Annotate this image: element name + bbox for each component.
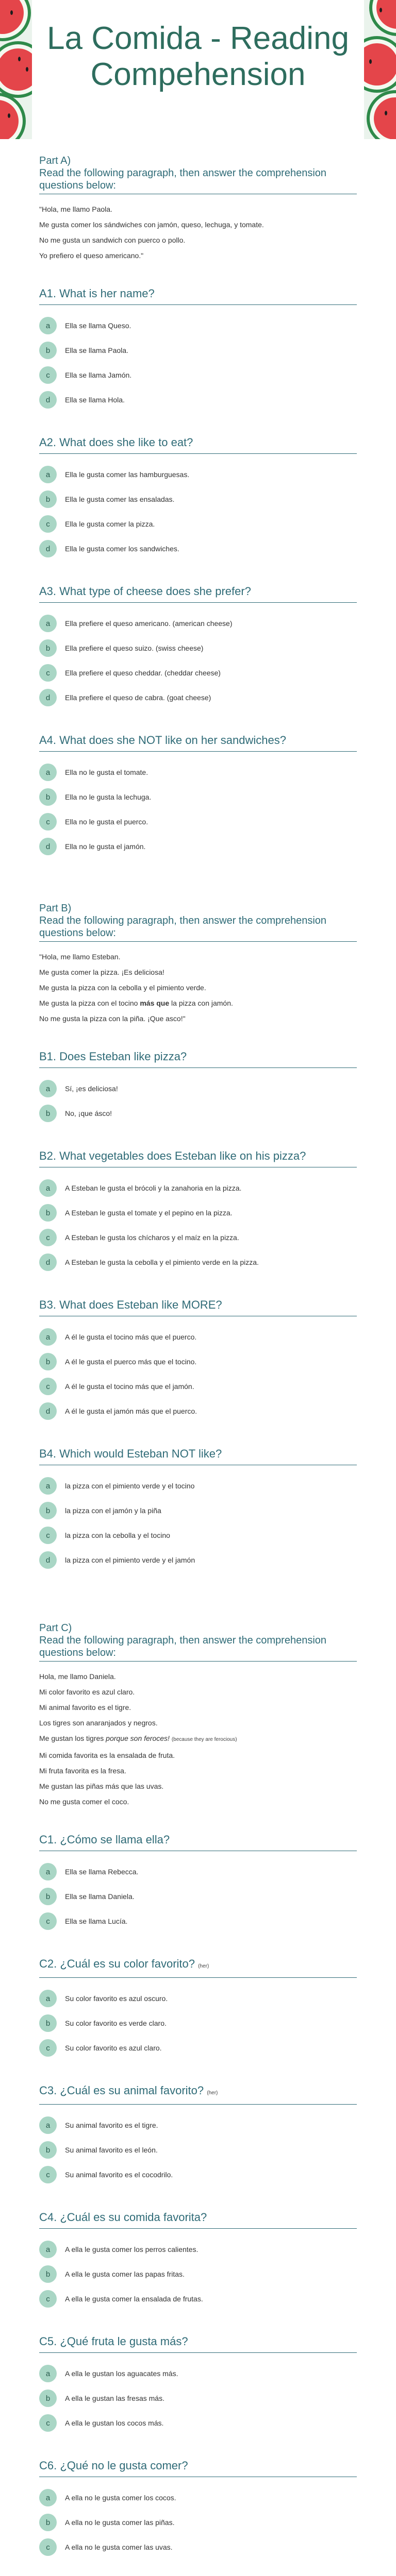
answer-option[interactable]: [39, 1473, 357, 1498]
question-title: B1. Does Esteban like pizza?: [39, 1049, 357, 1068]
option-text: Ella prefiere el queso cheddar. (cheddar cheese): [65, 669, 221, 677]
option-letter-badge: d: [39, 838, 57, 855]
question-hint: (her): [207, 2090, 218, 2096]
option-text: Ella le gusta comer la pizza.: [65, 520, 155, 528]
question-b2: [39, 1148, 357, 1275]
option-letter-badge: b: [39, 639, 57, 657]
paragraph-line: Mi color favorito es azul claro.: [39, 1688, 135, 1696]
option-text: Su color favorito es azul claro.: [65, 2044, 162, 2052]
part-b: [39, 902, 357, 1026]
option-text: Su color favorito es verde claro.: [65, 2019, 167, 2027]
question-c4: [39, 2210, 357, 2311]
option-text: Ella no le gusta el jamón.: [65, 842, 146, 851]
watermelon-decoration-right: [364, 0, 396, 139]
answer-option[interactable]: [39, 1859, 357, 1884]
answer-option[interactable]: [39, 462, 357, 487]
answer-option[interactable]: [39, 809, 357, 834]
page-title: La Comida - Reading Compehension: [47, 21, 349, 92]
worksheet-content: [39, 155, 357, 2560]
question-a2: [39, 435, 357, 561]
option-text: Ella no le gusta el puerco.: [65, 818, 148, 826]
option-text: A ella le gustan los cocos más.: [65, 2419, 164, 2427]
option-text: Ella le gusta comer las ensaladas.: [65, 495, 175, 503]
option-letter-badge: a: [39, 1080, 57, 1097]
option-letter-badge: d: [39, 1551, 57, 1569]
option-letter-badge: a: [39, 1990, 57, 2007]
option-letter-badge: c: [39, 366, 57, 384]
watermelon-slice-icon: [0, 0, 31, 41]
option-letter-badge: c: [39, 1378, 57, 1395]
title-card: [32, 0, 364, 139]
option-letter-badge: c: [39, 813, 57, 831]
answer-option[interactable]: [39, 313, 357, 338]
option-text: A ella no le gusta comer las piñas.: [65, 2518, 175, 2527]
question-title: C5. ¿Qué fruta le gusta más?: [39, 2334, 357, 2353]
option-letter-badge: d: [39, 391, 57, 409]
answer-option[interactable]: [39, 1076, 357, 1101]
answer-option[interactable]: [39, 338, 357, 363]
option-text: Su animal favorito es el león.: [65, 2146, 158, 2154]
question-a4: [39, 733, 357, 859]
option-letter-badge: b: [39, 2514, 57, 2531]
question-c2: [39, 1956, 357, 2060]
option-text: Ella prefiere el queso de cabra. (goat cheese): [65, 693, 211, 702]
question-a3: [39, 584, 357, 710]
option-letter-badge: c: [39, 664, 57, 682]
watermelon-slice-icon: [367, 90, 396, 139]
watermelon-slice-icon: [364, 36, 396, 93]
option-text: Ella no le gusta la lechuga.: [65, 793, 152, 801]
answer-option[interactable]: [39, 2237, 357, 2262]
answer-option[interactable]: [39, 834, 357, 859]
option-letter-badge: b: [39, 2014, 57, 2032]
option-text: No, ¡que ásco!: [65, 1109, 112, 1117]
option-text: A ella le gustan los aguacates más.: [65, 2369, 178, 2378]
option-letter-badge: b: [39, 2389, 57, 2407]
option-text: la pizza con el pimiento verde y el jamón: [65, 1556, 195, 1564]
question-title: A2. What does she like to eat?: [39, 435, 357, 454]
answer-option[interactable]: [39, 1250, 357, 1275]
question-title: B3. What does Esteban like MORE?: [39, 1297, 357, 1316]
answer-option[interactable]: [39, 611, 357, 636]
answer-option[interactable]: [39, 536, 357, 561]
answer-option[interactable]: [39, 1176, 357, 1200]
paragraph-line: Me gusta la pizza con la cebolla y el pimiento verde.: [39, 984, 206, 992]
part-heading: Part A): [39, 155, 71, 166]
question-title: A4. What does she NOT like on her sandwiches?: [39, 733, 357, 752]
paragraph-line: Me gustan los tigres porque son feroces! (because they are ferocious): [39, 1734, 237, 1742]
option-text: Ella se llama Jamón.: [65, 371, 132, 379]
answer-option[interactable]: [39, 1909, 357, 1934]
option-letter-badge: a: [39, 1179, 57, 1197]
emphasis-text: más que: [140, 999, 170, 1007]
question-title: C2. ¿Cuál es su color favorito? (her): [39, 1956, 357, 1978]
answer-option[interactable]: [39, 1523, 357, 1548]
option-letter-badge: a: [39, 1328, 57, 1346]
option-text: Ella se llama Lucía.: [65, 1917, 128, 1925]
paragraph-line: "Hola, me llamo Esteban.: [39, 953, 121, 961]
option-text: Su animal favorito es el tigre.: [65, 2121, 158, 2129]
option-letter-badge: b: [39, 342, 57, 359]
answer-option[interactable]: [39, 1225, 357, 1250]
answer-option[interactable]: [39, 1498, 357, 1523]
answer-option[interactable]: [39, 2386, 357, 2411]
option-text: A Esteban le gusta la cebolla y el pimiento verde en la pizza.: [65, 1258, 259, 1266]
paragraph-line: Mi comida favorita es la ensalada de fruta.: [39, 1751, 175, 1759]
paragraph-line: No me gusta comer el coco.: [39, 1798, 129, 1806]
paragraph-line: No me gusta la pizza con la piña. ¡Que asco!": [39, 1014, 186, 1023]
option-letter-badge: b: [39, 1502, 57, 1519]
answer-option[interactable]: [39, 2535, 357, 2560]
question-title: C4. ¿Cuál es su comida favorita?: [39, 2210, 357, 2229]
paragraph-line: Mi fruta favorita es la fresa.: [39, 1767, 126, 1775]
option-text: la pizza con el pimiento verde y el tocino: [65, 1482, 195, 1490]
answer-option[interactable]: [39, 2286, 357, 2311]
option-text: Ella le gusta comer las hamburguesas.: [65, 470, 190, 479]
option-text: Ella le gusta comer los sandwiches.: [65, 545, 179, 553]
option-letter-badge: c: [39, 1527, 57, 1544]
answer-option[interactable]: [39, 2411, 357, 2435]
option-letter-badge: a: [39, 2116, 57, 2134]
answer-option[interactable]: [39, 2036, 357, 2060]
option-letter-badge: b: [39, 1353, 57, 1370]
option-letter-badge: d: [39, 1253, 57, 1271]
question-title: C1. ¿Cómo se llama ella?: [39, 1832, 357, 1851]
option-letter-badge: c: [39, 2039, 57, 2057]
watermelon-slice-icon: [369, 0, 396, 36]
option-letter-badge: a: [39, 466, 57, 483]
answer-option[interactable]: [39, 1325, 357, 1349]
answer-option[interactable]: [39, 2113, 357, 2138]
answer-option[interactable]: [39, 636, 357, 660]
question-c1: [39, 1832, 357, 1934]
paragraph-line: "Hola, me llamo Paola.: [39, 205, 112, 213]
option-text: Su animal favorito es el cocodrilo.: [65, 2171, 173, 2179]
option-letter-badge: d: [39, 540, 57, 557]
option-text: Ella se llama Hola.: [65, 396, 125, 404]
answer-option[interactable]: [39, 1884, 357, 1909]
watermelon-decoration-left: [0, 0, 32, 139]
option-text: A él le gusta el tocino más que el jamón.: [65, 1382, 194, 1391]
option-letter-badge: c: [39, 1912, 57, 1930]
part-c: [39, 1622, 357, 1809]
option-letter-badge: a: [39, 1477, 57, 1495]
question-b3: [39, 1297, 357, 1423]
question-title: A3. What type of cheese does she prefer?: [39, 584, 357, 603]
option-text: A ella le gustan las fresas más.: [65, 2394, 164, 2402]
answer-option[interactable]: [39, 387, 357, 412]
part-heading: Part C): [39, 1622, 72, 1634]
answer-option[interactable]: [39, 2510, 357, 2535]
option-letter-badge: c: [39, 2166, 57, 2183]
emphasis-text: porque son feroces!: [106, 1734, 170, 1742]
option-letter-badge: a: [39, 2365, 57, 2382]
paragraph-line: Me gustan las piñas más que las uvas.: [39, 1782, 164, 1790]
answer-option[interactable]: [39, 1349, 357, 1374]
question-b4: [39, 1446, 357, 1572]
answer-option[interactable]: [39, 487, 357, 512]
question-title: C6. ¿Qué no le gusta comer?: [39, 2458, 357, 2477]
paragraph-line: Hola, me llamo Daniela.: [39, 1672, 116, 1681]
option-text: Ella prefiere el queso americano. (american cheese): [65, 619, 233, 628]
question-title: A1. What is her name?: [39, 286, 357, 305]
option-letter-badge: b: [39, 788, 57, 806]
answer-option[interactable]: [39, 512, 357, 536]
question-a1: [39, 286, 357, 412]
option-text: Ella se llama Daniela.: [65, 1892, 135, 1901]
question-hint: (her): [198, 1963, 209, 1969]
option-text: A ella no le gusta comer los cocos.: [65, 2494, 176, 2502]
option-text: Sí, ¡es deliciosa!: [65, 1084, 118, 1093]
answer-option[interactable]: [39, 2011, 357, 2036]
paragraph-line: Yo prefiero el queso americano.": [39, 251, 144, 260]
paragraph-line: Mi animal favorito es el tigre.: [39, 1703, 131, 1711]
option-text: A ella le gusta comer las papas fritas.: [65, 2270, 185, 2278]
question-title: C3. ¿Cuál es su animal favorito? (her): [39, 2083, 357, 2105]
option-text: A él le gusta el puerco más que el tocino.: [65, 1358, 197, 1366]
option-text: A Esteban le gusta los chícharos y el maíz en la pizza.: [65, 1233, 239, 1242]
answer-option[interactable]: [39, 1200, 357, 1225]
option-text: A ella le gusta comer la ensalada de frutas.: [65, 2295, 203, 2303]
option-letter-badge: c: [39, 515, 57, 533]
option-text: Ella se llama Paola.: [65, 346, 128, 354]
answer-option[interactable]: [39, 660, 357, 685]
answer-option[interactable]: [39, 685, 357, 710]
paragraph-line: Los tigres son anaranjados y negros.: [39, 1719, 158, 1727]
translation-note: (because they are ferocious): [171, 1737, 237, 1742]
option-letter-badge: a: [39, 2241, 57, 2258]
part-instructions: Read the following paragraph, then answer the comprehension questions below:: [39, 914, 357, 942]
option-letter-badge: a: [39, 2489, 57, 2506]
part-instructions: Read the following paragraph, then answer the comprehension questions below:: [39, 167, 357, 194]
answer-option[interactable]: [39, 1548, 357, 1572]
option-text: Su color favorito es azul oscuro.: [65, 1994, 168, 2003]
option-letter-badge: d: [39, 689, 57, 706]
answer-option[interactable]: [39, 2485, 357, 2510]
answer-option[interactable]: [39, 2162, 357, 2187]
answer-option[interactable]: [39, 2138, 357, 2162]
option-letter-badge: b: [39, 2141, 57, 2159]
part-a: [39, 155, 357, 263]
option-letter-badge: b: [39, 1204, 57, 1222]
option-letter-badge: a: [39, 764, 57, 781]
answer-option[interactable]: [39, 1986, 357, 2011]
paragraph-line: Me gusta comer los sándwiches con jamón, queso, lechuga, y tomate.: [39, 221, 264, 229]
answer-option[interactable]: [39, 1399, 357, 1423]
option-letter-badge: c: [39, 2538, 57, 2556]
question-c3: [39, 2083, 357, 2187]
option-letter-badge: c: [39, 2414, 57, 2432]
question-c6: [39, 2458, 357, 2560]
option-letter-badge: a: [39, 615, 57, 632]
answer-option[interactable]: [39, 2361, 357, 2386]
option-letter-badge: a: [39, 317, 57, 334]
answer-option[interactable]: [39, 1101, 357, 1126]
answer-option[interactable]: [39, 2262, 357, 2286]
question-title: B2. What vegetables does Esteban like on his pizza?: [39, 1148, 357, 1167]
option-letter-badge: b: [39, 1105, 57, 1122]
option-letter-badge: c: [39, 2290, 57, 2308]
question-title: B4. Which would Esteban NOT like?: [39, 1446, 357, 1465]
option-text: A Esteban le gusta el brócoli y la zanahoria en la pizza.: [65, 1184, 242, 1192]
option-text: Ella se llama Rebecca.: [65, 1868, 139, 1876]
option-text: A él le gusta el jamón más que el puerco.: [65, 1407, 197, 1415]
option-letter-badge: c: [39, 1229, 57, 1246]
answer-option[interactable]: [39, 1374, 357, 1399]
option-letter-badge: b: [39, 1888, 57, 1905]
paragraph-line: Me gusta comer la pizza. ¡Es deliciosa!: [39, 968, 164, 976]
option-text: A ella le gusta comer los perros calientes.: [65, 2245, 199, 2253]
option-text: A ella no le gusta comer las uvas.: [65, 2543, 173, 2551]
option-text: Ella no le gusta el tomate.: [65, 768, 148, 776]
question-c5: [39, 2334, 357, 2435]
option-letter-badge: a: [39, 1863, 57, 1880]
option-text: la pizza con el jamón y la piña: [65, 1506, 161, 1515]
option-text: A Esteban le gusta el tomate y el pepino en la pizza.: [65, 1209, 233, 1217]
paragraph-line: Me gusta la pizza con el tocino más que la pizza con jamón.: [39, 999, 233, 1007]
answer-option[interactable]: [39, 785, 357, 809]
option-text: la pizza con la cebolla y el tocino: [65, 1531, 170, 1539]
part-instructions: Read the following paragraph, then answer the comprehension questions below:: [39, 1634, 357, 1662]
option-letter-badge: b: [39, 490, 57, 508]
option-text: A él le gusta el tocino más que el puerco.: [65, 1333, 197, 1341]
watermelon-slice-icon: [0, 93, 26, 139]
option-text: Ella prefiere el queso suizo. (swiss cheese): [65, 644, 204, 652]
question-b1: [39, 1049, 357, 1126]
part-heading: Part B): [39, 903, 72, 914]
paragraph-line: No me gusta un sandwich con puerco o pollo.: [39, 236, 186, 244]
answer-option[interactable]: [39, 363, 357, 387]
answer-option[interactable]: [39, 760, 357, 785]
option-letter-badge: d: [39, 1402, 57, 1420]
option-text: Ella se llama Queso.: [65, 321, 131, 330]
option-letter-badge: b: [39, 2265, 57, 2283]
